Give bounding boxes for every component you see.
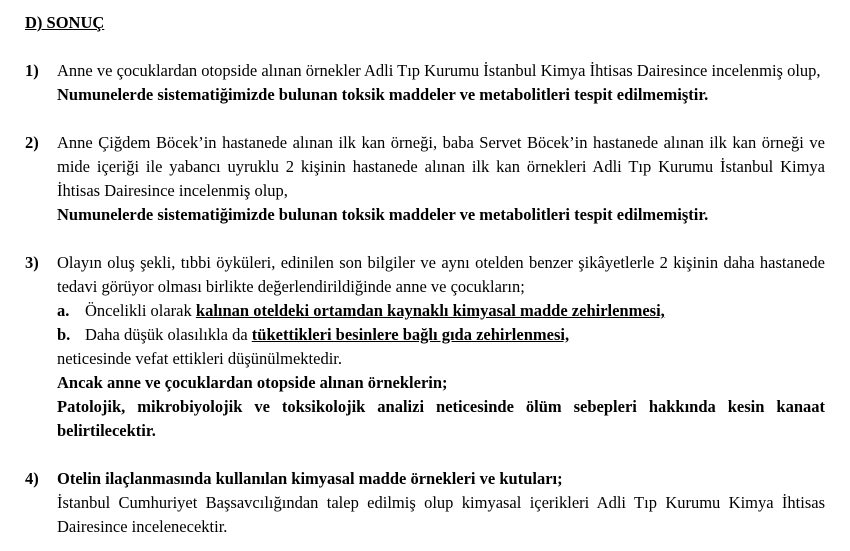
sub-item-a-emphasis: kalınan oteldeki ortamdan kaynaklı kimyasal madde zehirlenmesi, bbox=[195, 301, 665, 320]
item-3-number: 3) bbox=[25, 253, 39, 272]
item-4-lead: Otelin ilaçlanmasında kullanılan kimyasal madde örnekleri ve kutuları; bbox=[57, 469, 563, 488]
item-1-paragraph: Anne ve çocuklardan otopside alınan örnekler Adli Tıp Kurumu İstanbul Kimya İhtisas Dairesince incelenmiş olup, bbox=[57, 61, 821, 80]
conclusion-item-1 bbox=[25, 59, 825, 107]
item-2-number: 2) bbox=[25, 133, 39, 152]
item-3-paragraph: Olayın oluş şekli, tıbbi öyküleri, edinilen son bilgiler ve aynı otelden benzer şikâyetlerle 2 kişinin daha hastanede tedavi görüyor olması birlikte değerlendirildiğinde anne ve çocukların; bbox=[57, 253, 825, 296]
item-3-conclusion: Patolojik, mikrobiyolojik ve toksikolojik analizi neticesinde ölüm sebepleri hakkında kesin kanaat belirtilecektir. bbox=[57, 397, 825, 440]
item-3-note: Ancak anne ve çocuklardan otopside alınan örneklerin; bbox=[57, 373, 448, 392]
conclusion-item-2 bbox=[25, 131, 825, 227]
item-1-number: 1) bbox=[25, 61, 39, 80]
item-2-paragraph: Anne Çiğdem Böcek’in hastanede alınan ilk kan örneği, baba Servet Böcek’in hastanede alınan ilk kan örneği ve mide içeriği ile yabancı uyruklu 2 kişinin hastanede alınan ilk kan örnekleri Adli Tıp Kurumu İstanbul Kimya İhtisas Dairesince incelenmiş olup, bbox=[57, 133, 825, 200]
sub-item-b-marker: b. bbox=[57, 325, 71, 344]
item-3-closing: neticesinde vefat ettikleri düşünülmektedir. bbox=[57, 349, 342, 368]
sub-item-a-lead: Öncelikli olarak bbox=[85, 301, 196, 320]
section-heading bbox=[25, 11, 825, 35]
item-4-paragraph: İstanbul Cumhuriyet Başsavcılığından talep edilmiş olup kimyasal içerikleri Adli Tıp Kurumu Kimya İhtisas Dairesince incelenecektir. bbox=[57, 493, 825, 536]
conclusion-item-3 bbox=[25, 251, 825, 443]
item-1-conclusion: Numunelerde sistematiğimizde bulunan toksik maddeler ve metabolitleri tespit edilmemiştir. bbox=[57, 85, 709, 104]
item-4-number: 4) bbox=[25, 469, 39, 488]
sub-item-a-marker: a. bbox=[57, 301, 70, 320]
sub-item-b-lead: Daha düşük olasılıkla da bbox=[85, 325, 252, 344]
item-3-sub-item-b bbox=[57, 323, 825, 347]
conclusion-item-4 bbox=[25, 467, 825, 539]
item-3-sub-item-a bbox=[57, 299, 825, 323]
item-2-conclusion: Numunelerde sistematiğimizde bulunan toksik maddeler ve metabolitleri tespit edilmemiştir. bbox=[57, 205, 709, 224]
sub-item-b-emphasis: tükettikleri besinlere bağlı gıda zehirlenmesi, bbox=[251, 325, 570, 344]
section-heading-text: D) SONUÇ bbox=[25, 13, 105, 32]
